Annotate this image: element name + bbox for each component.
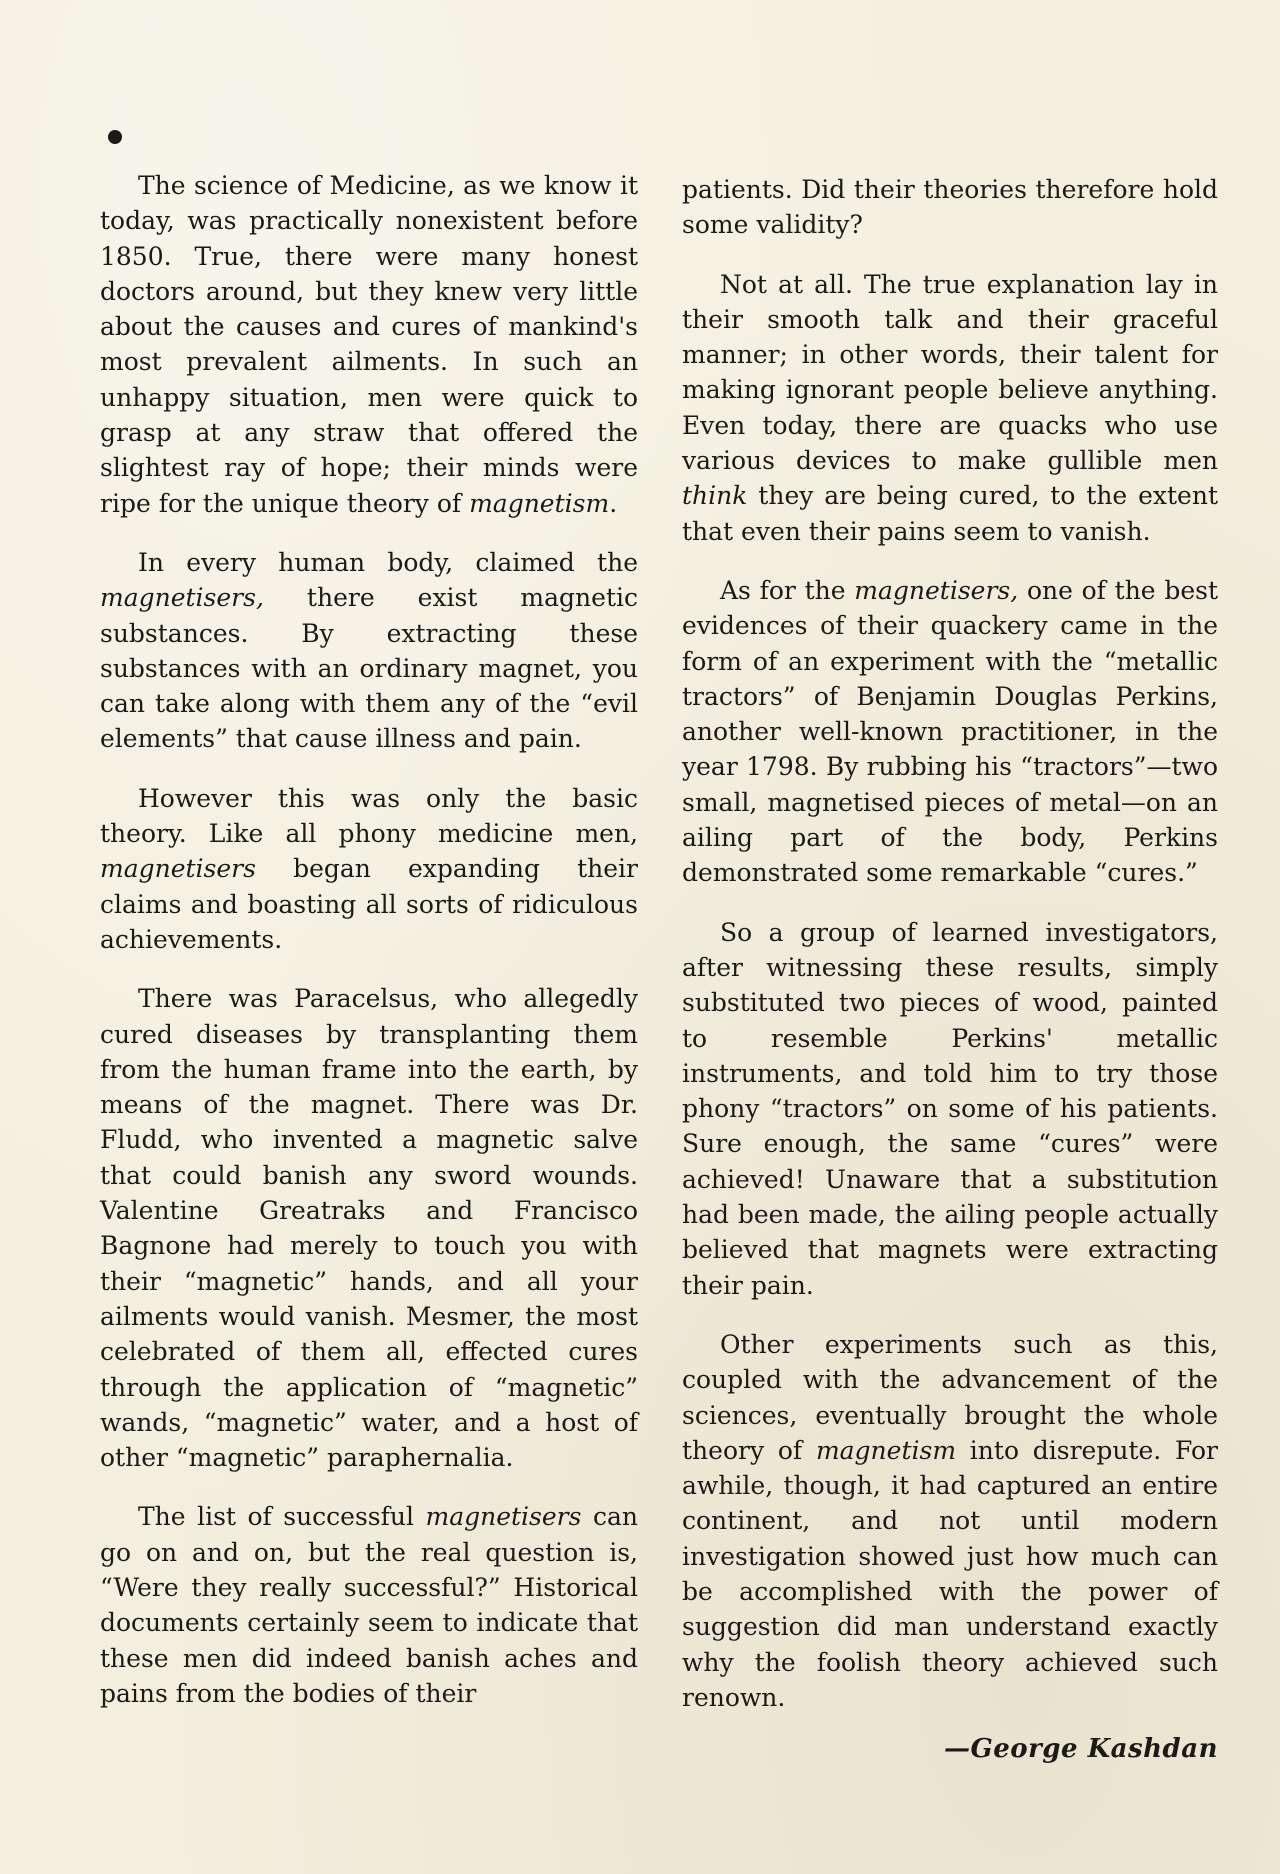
emphasis: magnetisers, bbox=[854, 575, 1019, 605]
text-run: one of the best evidences of their quackery came in the form of an experiment with the “metallic tractors” of Benjamin Douglas Perkins, another well-known practitioner, in the year 1798. By rubbing his “tractors”—two small, magnetised pieces of metal—on an ailing part of the body, Perkins demonstrated some remarkable “cures.” bbox=[682, 575, 1219, 888]
paragraph: patients. Did their theories therefore hold some validity? bbox=[682, 175, 1218, 240]
left-column bbox=[100, 168, 638, 1735]
paragraph bbox=[682, 573, 1218, 891]
text-run: there exist magnetic substances. By extracting these substances with an ordinary magnet, you can take along with them any of the “evil elements” that cause illness and pain. bbox=[100, 583, 638, 754]
text-run: Not at all. The true explanation lay in their smooth talk and their graceful manner; in other words, their talent for making ignorant people believe anything. Even today, there are quacks who use various devices to make gullible men bbox=[682, 269, 1218, 476]
emphasis: magnetisers, bbox=[100, 583, 264, 613]
paragraph bbox=[100, 168, 638, 521]
emphasis: magnetism bbox=[469, 488, 610, 518]
text-run: can go on and on, but the real question is, “Were they really successful?” Historical documents certainly seem to indicate that these men did indeed banish aches and pains from the bodies of their bbox=[100, 1502, 638, 1708]
paragraph bbox=[100, 545, 638, 757]
author-signature: —George Kashdan bbox=[944, 1734, 1218, 1764]
text-run: into disrepute. For awhile, though, it had captured an entire continent, and not until modern investigation showed just how much can be accomplished with the power of suggestion did man understand exactly why the foolish theory achieved such renown. bbox=[682, 1435, 1219, 1712]
emphasis: magnetisers bbox=[100, 854, 256, 884]
emphasis: magnetisers bbox=[425, 1502, 582, 1532]
emphasis: magnetism bbox=[815, 1435, 957, 1465]
paragraph bbox=[682, 267, 1218, 549]
text-run: began expanding their claims and boasting all sorts of ridiculous achievements. bbox=[100, 854, 638, 954]
text-run: The list of successful bbox=[138, 1502, 426, 1532]
right-column bbox=[682, 172, 1218, 1739]
paragraph bbox=[100, 1499, 638, 1711]
text-run: The science of Medicine, as we know it today, was practically nonexistent before 1850. True, there were many honest doctors around, but they knew very little about the causes and cures of mankind's most prevalent ailments. In such an unhappy situation, men were quick to grasp at any straw that offered the slightest ray of hope; their minds were ripe for the unique theory of bbox=[100, 171, 638, 518]
bullet-mark bbox=[108, 130, 122, 144]
text-run: As for the bbox=[720, 575, 855, 605]
paragraph: There was Paracelsus, who allegedly cured diseases by transplanting them from the human frame into the earth, by means of the magnet. There was Dr. Fludd, who invented a magnetic salve that could banish any sword wounds. Valentine Greatraks and Francisco Bagnone had merely to touch you with their “magnetic” hands, and all your ailments would vanish. Mesmer, the most celebrated of them all, effected cures through the application of “magnetic” wands, “magnetic” water, and a host of other “magnetic” paraphernalia. bbox=[100, 984, 638, 1473]
emphasis: think bbox=[682, 481, 748, 511]
text-run: they are being cured, to the extent that even their pains seem to vanish. bbox=[682, 481, 1218, 546]
text-run: However this was only the basic theory. Like all phony medicine men, bbox=[100, 783, 638, 849]
text-run: . bbox=[609, 488, 618, 518]
paragraph: So a group of learned investigators, after witnessing these results, simply substituted two pieces of wood, painted to resemble Perkins' metallic instruments, and told him to try those phony “tractors” on some of his patients. Sure enough, the same “cures” were achieved! Unaware that a substitution had been made, the ailing people actually believed that magnets were extracting their pain. bbox=[682, 917, 1218, 1300]
text-run: In every human body, claimed the bbox=[138, 547, 638, 577]
text-run: Other experiments such as this, coupled with the advancement of the sciences, eventually brought the whole theory of bbox=[682, 1329, 1218, 1465]
paragraph bbox=[100, 781, 638, 957]
paragraph bbox=[682, 1327, 1218, 1715]
